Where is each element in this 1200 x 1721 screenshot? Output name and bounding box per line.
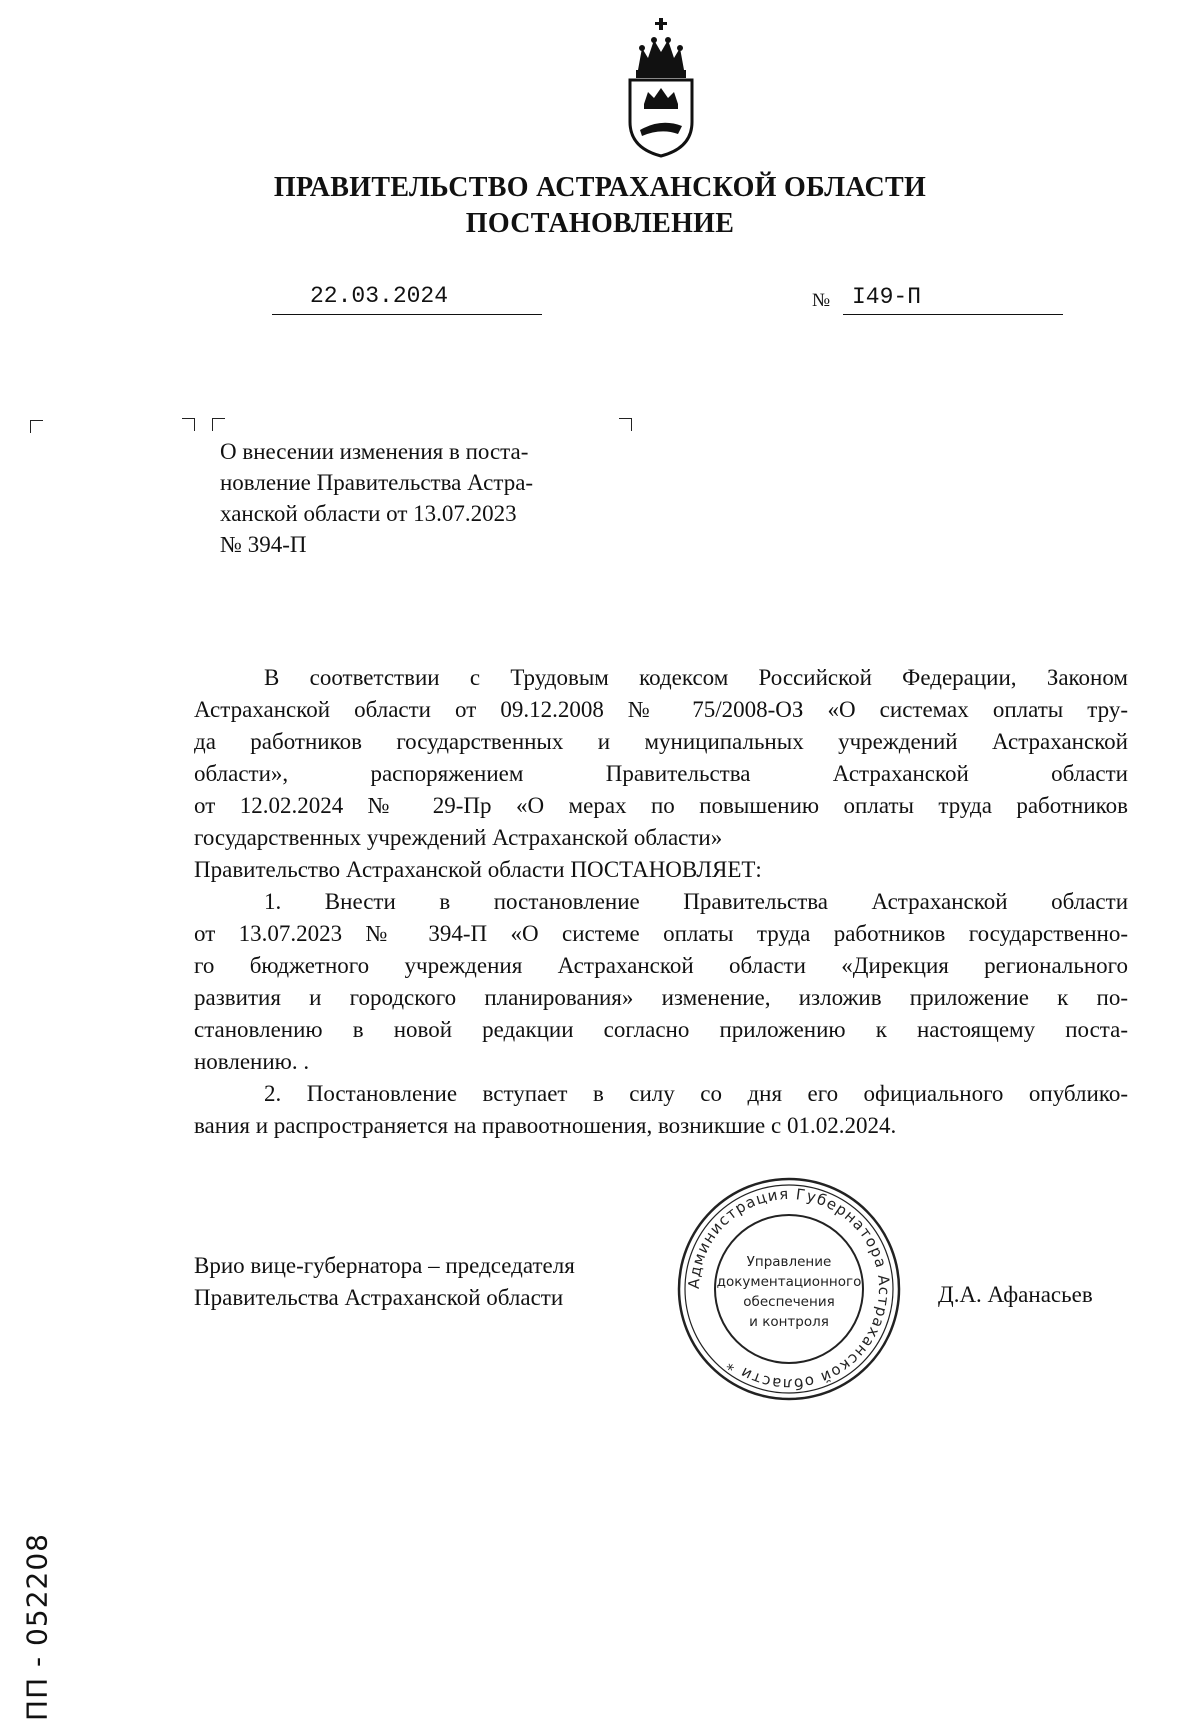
form-serial-number — [2, 1533, 72, 1721]
body-line: да работников государственных и муниципальных учреждений Астраханской — [194, 729, 1128, 754]
corner-mark — [619, 418, 632, 431]
signatory-name: Д.А. Афанасьев — [938, 1282, 1093, 1307]
body-line: В соответствии с Трудовым кодексом Российской Федерации, Законом — [264, 665, 1128, 690]
document-date: 22.03.2024 — [310, 283, 449, 309]
document-body — [194, 662, 1128, 1142]
coat-of-arms-icon — [624, 18, 698, 158]
document-type: ПОСТАНОВЛЕНИЕ — [465, 208, 735, 239]
document-number: I49-П — [852, 284, 922, 310]
body-line: 1. Внести в постановление Правительства Астраханской области — [264, 889, 1128, 914]
body-line: Правительство Астраханской области ПОСТАНОВЛЯЕТ: — [194, 857, 762, 882]
organization-name: ПРАВИТЕЛЬСТВО АСТРАХАНСКОЙ ОБЛАСТИ — [273, 172, 927, 203]
seal-inner-line: обеспечения — [743, 1294, 835, 1310]
seal-inner-line: Управление — [746, 1254, 832, 1270]
subject-line: О внесении изменения в поста- — [220, 439, 529, 464]
body-line: го бюджетного учреждения Астраханской области «Дирекция регионального — [194, 953, 1128, 978]
number-label: № — [812, 290, 831, 311]
corner-mark — [30, 420, 43, 433]
corner-mark — [212, 418, 225, 431]
body-line: от 12.02.2024 № 29-Пр «О мерах по повышению оплаты труда работников — [194, 793, 1128, 818]
body-line: государственных учреждений Астраханской области» — [194, 825, 723, 850]
subject-line: новление Правительства Астра- — [220, 470, 534, 495]
body-line: новлению. . — [194, 1049, 310, 1074]
corner-mark — [182, 418, 195, 431]
position-line: Правительства Астраханской области — [194, 1285, 564, 1310]
official-seal — [676, 1176, 902, 1402]
body-line: становлению в новой редакции согласно приложению к настоящему поста- — [194, 1017, 1128, 1042]
body-line: Астраханской области от 09.12.2008 № 75/2008-ОЗ «О системах оплаты тру- — [194, 697, 1128, 722]
subject-line: № 394-П — [220, 532, 307, 557]
body-line: вания и распространяется на правоотношения, возникшие с 01.02.2024. — [194, 1113, 897, 1138]
serial-number-text: ПП - 052208 — [20, 1533, 54, 1721]
number-underline — [843, 314, 1063, 315]
seal-inner-line: и контроля — [749, 1314, 829, 1330]
body-line: 2. Постановление вступает в силу со дня его официального опублико- — [264, 1081, 1128, 1106]
body-line: от 13.07.2023 № 394-П «О системе оплаты труда работников государственно- — [194, 921, 1128, 946]
subject-line: ханской области от 13.07.2023 — [220, 501, 517, 526]
signatory-position — [194, 1250, 575, 1314]
document-subject — [220, 436, 604, 560]
body-line: области», распоряжением Правительства Астраханской области — [194, 761, 1128, 786]
position-line: Врио вице-губернатора – председателя — [194, 1253, 575, 1278]
seal-outer-text: Администрация Губернатора Астраханской области * — [684, 1184, 894, 1394]
body-line: развития и городского планирования» изменение, изложив приложение к по- — [194, 985, 1128, 1010]
date-underline — [272, 314, 542, 315]
seal-inner-line: документационного — [716, 1274, 862, 1290]
